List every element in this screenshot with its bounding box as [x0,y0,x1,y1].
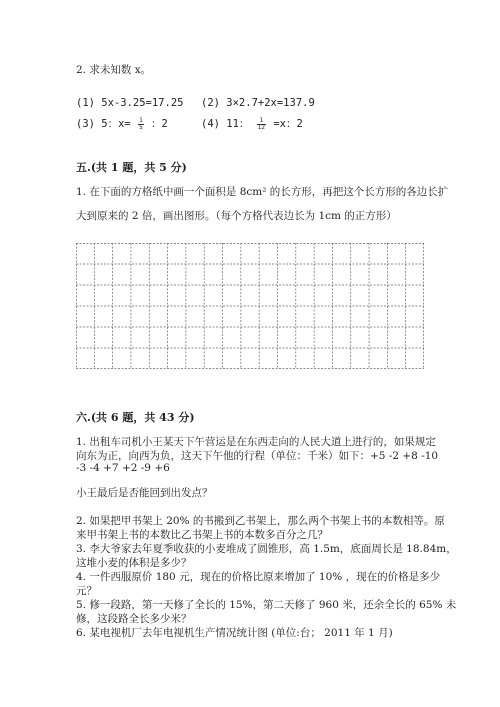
section-5-question-line-1: 1. 在下面的方格纸中画一个面积是 8cm² 的长方形，再把这个长方形的各边长扩 [76,186,449,198]
equation-2: (2) 3×2.7+2x=137.9 [201,97,315,109]
equation-4 [201,116,303,131]
section-6-line: 修，这段路全长多少米？ [76,613,192,625]
section-6-heading: 六.(共 6 题，共 43 分) [76,411,195,424]
equation-4-numerator: 1 [257,118,266,125]
equation-4-fraction [257,118,266,131]
equation-4-denominator: 12 [257,123,265,131]
section-6-line: 2. 如果把甲书架上 20% 的书搬到乙书架上，那么两个书架上书的本数相等。原 [76,515,445,527]
section-6-line: 这堆小麦的体积是多少？ [76,557,192,569]
question-2-title: 2. 求未知数 x。 [76,64,152,76]
section-6-line: 6. 某电视机厂去年电视机生产情况统计图 (单位:台； 2011 年 1 月) [76,627,393,639]
section-6-line: 1. 出租车司机小王某天下午营运是在东西走向的人民大道上进行的，如果规定 [76,436,436,448]
section-6-line: 5. 修一段路，第一天修了全长的 15%，第二天修了 960 米，还余全长的 65% 未 [76,599,457,611]
section-6-line: 小王最后是否能回到出发点？ [76,487,213,499]
square-grid [76,243,424,369]
section-6-line: 来甲书架上书的本数比乙书架上书的本数多百分之几？ [76,529,328,541]
equation-3-label: (3) 5：x= [76,118,131,130]
section-5-heading: 五.(共 1 题，共 5 分) [76,161,187,174]
equation-4-label: (4) 11： [201,118,250,130]
equation-3-tail: ：2 [151,118,168,130]
section-6-line: -3 -4 +7 +2 -9 +6 [76,462,170,474]
section-6-line: 向东为正，向西为负，这天下午他的行程（单位：千米）如下：+5 -2 +8 -10 [76,450,439,462]
equation-3 [76,116,168,131]
section-5-question-line-2: 大到原来的 2 倍，画出图形。（每个方格代表边长为 1cm 的正方形） [76,210,397,222]
equation-1: (1) 5x-3.25=17.25 [76,97,184,109]
equation-4-tail: =x：2 [273,118,303,130]
section-6-line: 元？ [76,585,97,597]
section-6-line: 4. 一件西服原价 180 元，现在的价格比原来增加了 10% ，现在的价格是多少 [76,571,441,583]
section-6-line: 3. 李大爷家去年夏季收获的小麦堆成了圆锥形，高 1.5m，底面周长是 18.84m， [76,543,457,555]
equation-3-fraction [138,118,144,131]
equation-3-denominator: 5 [139,123,143,131]
equation-3-numerator: 1 [139,116,143,124]
